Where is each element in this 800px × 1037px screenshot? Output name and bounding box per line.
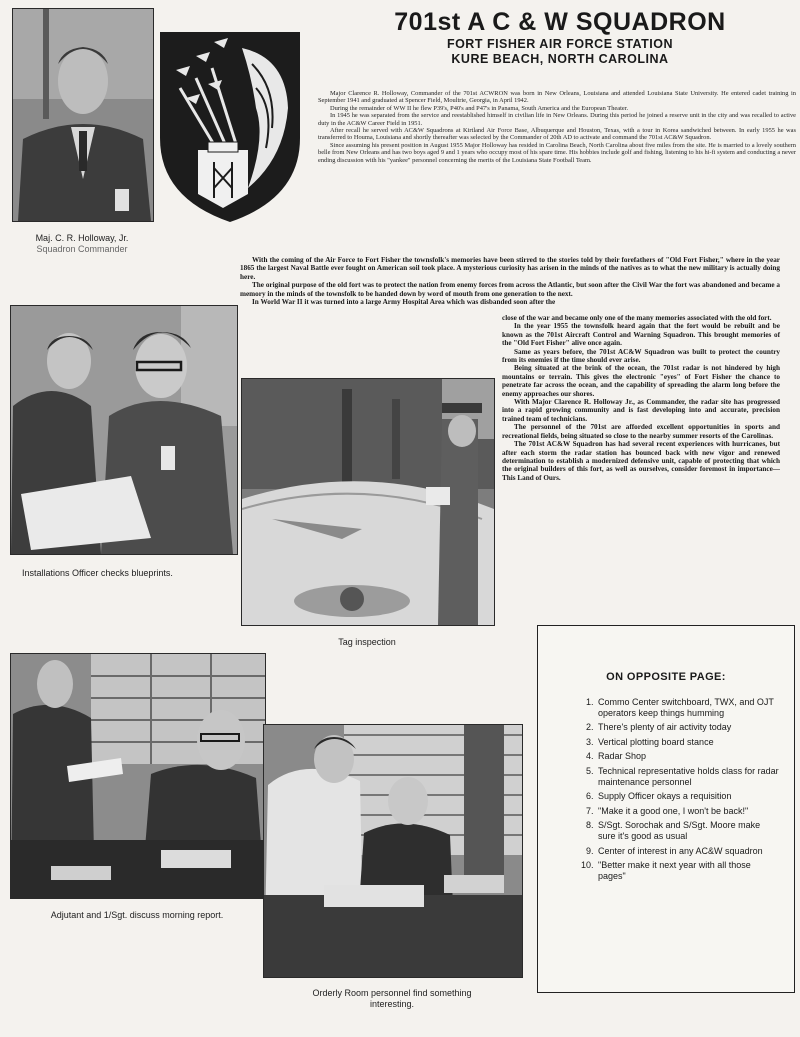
commander-name: Maj. C. R. Holloway, Jr. bbox=[35, 233, 129, 243]
page-title: 701st A C & W SQUADRON bbox=[394, 8, 726, 36]
story-paragraph: The personnel of the 701st are afforded excellent opportunities in sports and recreational fields, being situated so close to the nearby summer resorts of the Carolinas. bbox=[502, 423, 780, 440]
opposite-page-list bbox=[538, 697, 794, 881]
list-item: 3. Vertical plotting board stance bbox=[596, 737, 780, 748]
story-paragraph: Same as years before, the 701st AC&W Squadron was built to protect the country from its enemies if the time should ever arise. bbox=[502, 347, 780, 365]
commander-bio bbox=[318, 90, 796, 164]
page-title-block bbox=[320, 8, 800, 67]
squadron-emblem bbox=[156, 28, 304, 224]
list-item: 4. Radar Shop bbox=[596, 751, 780, 762]
story-paragraph: With the coming of the Air Force to Fort Fisher the townsfolk's memories have been stirred to the stories told by their forefathers of "Old Fort Fisher," where in the year 1865 the largest Naval Battle ever fought on American soil took place. A mysterious curiosity has arisen in the minds of the natives as to what the new military is actually doing here. bbox=[240, 256, 780, 281]
orderly-room-photo bbox=[263, 724, 523, 978]
bio-paragraph: During the remainder of WW II he flew P39's, P40's and P47's in Panama, South America and the European Theater. bbox=[330, 104, 629, 112]
tag-inspection-photo bbox=[241, 378, 495, 626]
list-item: 10. "Better make it next year with all those pages" bbox=[596, 860, 780, 881]
list-item: 2. There's plenty of air activity today bbox=[596, 722, 780, 733]
orderly-caption-line-2: interesting. bbox=[369, 999, 415, 1009]
story-paragraph: Being situated at the brink of the ocean, the 701st radar is not hindered by high mountains or terrain. This gives the electronic "eyes" of Fort Fisher the chance to penetrate far across the ocean, and the capability of spreading the alarm long before the enemy approaches our shores. bbox=[502, 364, 780, 398]
station-name: FORT FISHER AIR FORCE STATION bbox=[446, 37, 674, 51]
bio-paragraph: Major Clarence R. Holloway, Commander of the 701st ACWRON was born in New Orleans, Louisiana and attended Louisiana State University. He entered cadet training in September 1941 and graduated at Spencer Field, Moultrie, Georgia, in April 1942. bbox=[318, 90, 796, 105]
adjutant-caption: Adjutant and 1/Sgt. discuss morning report. bbox=[50, 910, 224, 920]
list-item: 1. Commo Center switchboard, TWX, and OJT operators keep things humming bbox=[596, 697, 780, 718]
tag-inspection-caption: Tag inspection bbox=[338, 637, 396, 647]
station-location: KURE BEACH, NORTH CAROLINA bbox=[451, 52, 669, 66]
list-item: 8. S/Sgt. Sorochak and S/Sgt. Moore make sure it's good as usual bbox=[596, 820, 780, 841]
opposite-page-box bbox=[537, 625, 795, 993]
installations-officer-photo bbox=[10, 305, 238, 555]
fort-fisher-story-intro bbox=[240, 256, 780, 306]
story-paragraph: In World War II it was turned into a large Army Hospital Area which was disbanded soon after the bbox=[252, 298, 556, 307]
list-item: 6. Supply Officer okays a requisition bbox=[596, 791, 780, 802]
opposite-page-heading: ON OPPOSITE PAGE: bbox=[606, 671, 726, 683]
story-paragraph: The 701st AC&W Squadron has had several recent experiences with hurricanes, but after each storm the radar station has bounced back with new vigor and renewed determination to establish a modernized defensive unit, capable of protecting that which the original builders of this fort, as well as ourselves, consider foremost in importance—This Land of Ours. bbox=[502, 440, 780, 482]
bio-paragraph: In 1945 he was separated from the service and reestablished himself in civilian life in New Orleans. During this period he joined a reserve unit in the city and was recalled to active duty in the AC&W Career Field in 1951. bbox=[318, 112, 796, 127]
installations-caption: Installations Officer checks blueprints. bbox=[22, 568, 173, 578]
story-paragraph: The original purpose of the old fort was to protect the nation from enemy forces from across the Atlantic, but soon after the Civil War the fort was abandoned and became a memory in the minds of the townsfolk to be handed down by word of mouth from one generation to the next. bbox=[240, 281, 780, 298]
orderly-room-caption bbox=[263, 988, 521, 1010]
commander-title: Squadron Commander bbox=[36, 244, 128, 254]
orderly-caption-line-1: Orderly Room personnel find something bbox=[312, 988, 472, 998]
bio-paragraph: After recall he served with AC&W Squadrons at Kirtland Air Force Base, Albuquerque and Houston, Texas, with a tour in Korea sandwiched between. In early 1955 he was transferred to Houma, Louisiana and shortly thereafter was selected by the Commander of 20th AD to activate and command the 701st AC&W Squadron. bbox=[318, 127, 796, 142]
list-item: 5. Technical representative holds class for radar maintenance personnel bbox=[596, 766, 780, 787]
adjutant-photo bbox=[10, 653, 266, 899]
story-paragraph: In the year 1955 the townsfolk heard again that the fort would be rebuilt and be known as the 701st Aircraft Control and Warning Squadron. This brought memories of the "Old Fort Fisher" alive once again. bbox=[502, 322, 780, 348]
fort-fisher-story-column bbox=[502, 314, 780, 482]
commander-caption bbox=[12, 233, 152, 255]
commander-portrait-photo bbox=[12, 8, 154, 222]
story-paragraph: With Major Clarence R. Holloway Jr., as Commander, the radar site has progressed into a rapid growing community and is fast developing into and accurate, precision trained team of technicians. bbox=[502, 398, 780, 423]
bio-paragraph: Since assuming his present position in August 1955 Major Holloway has resided in Carolina Beach, North Carolina about five miles from the site. He is married to a lovely southern belle from New Orleans and has two boys aged 9 and 1 years who occupy most of his spare time. His hobbies include golf and fishing, listening to his hi-fi system and conducting a never ending discussion with his "yankee" personnel concerning the merits of the Louisiana State Football Team. bbox=[318, 141, 796, 164]
story-paragraph: close of the war and became only one of the many memories associated with the old fort. bbox=[502, 314, 772, 322]
list-item: 9. Center of interest in any AC&W squadron bbox=[596, 846, 780, 857]
list-item: 7. "Make it a good one, I won't be back!" bbox=[596, 806, 780, 817]
